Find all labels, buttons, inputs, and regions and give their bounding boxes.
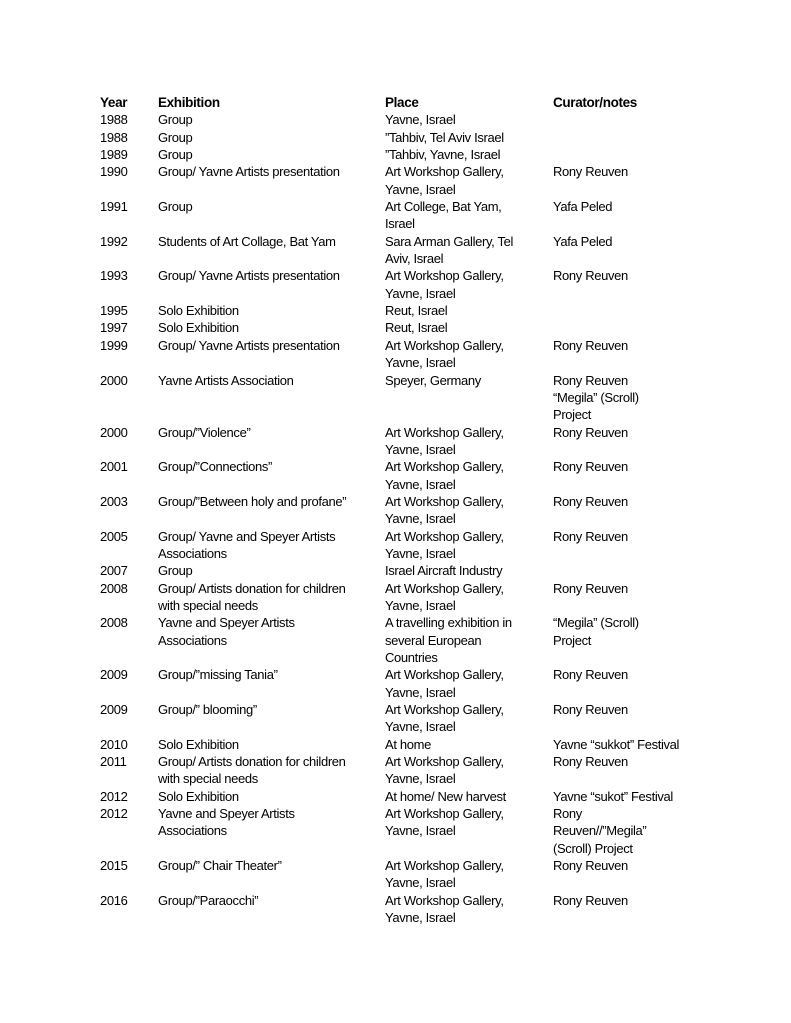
cell-place [385, 857, 553, 892]
table-row [100, 233, 700, 268]
curator-text-line: (Scroll) Project [553, 840, 633, 856]
table-row [100, 528, 700, 563]
curator-text-line: Rony Reuven [553, 268, 628, 284]
curator-text-line: Rony Reuven [553, 892, 628, 908]
place-text-line: Art Workshop Gallery, [385, 667, 504, 683]
table-row [100, 580, 700, 615]
cell-year: 2001 [100, 459, 128, 475]
cell-exhibition [158, 424, 385, 459]
exhibition-text-line: Group/”Violence” [158, 424, 251, 440]
exhibition-text-line: Group/”Connections” [158, 459, 273, 475]
cell-exhibition [158, 458, 385, 493]
exhibition-text-line: Group/”Between holy and profane” [158, 493, 347, 509]
exhibition-text-line: Group [158, 199, 193, 215]
curator-text-line: Rony Reuven [553, 667, 628, 683]
table-row [100, 129, 700, 146]
place-text-line: Yavne, Israel [385, 684, 456, 700]
curator-text-line: Rony Reuven [553, 754, 628, 770]
cell-curator [553, 146, 700, 163]
cell-curator [553, 129, 700, 146]
place-text-line: Art Workshop Gallery, [385, 268, 504, 284]
cell-exhibition [158, 701, 385, 736]
cell-curator [553, 337, 700, 372]
place-text-line: Yavne, Israel [385, 511, 456, 527]
cell-exhibition [158, 666, 385, 701]
curator-text-line: Yavne “sukot” Festival [553, 788, 673, 804]
table-row [100, 198, 700, 233]
place-text-line: Yavne, Israel [385, 112, 456, 128]
table-row [100, 788, 700, 805]
cell-exhibition [158, 580, 385, 615]
exhibitions-table [100, 94, 700, 927]
cell-curator [553, 424, 700, 459]
curator-text-line: Rony Reuven [553, 702, 628, 718]
exhibition-text-line: Group/ Yavne and Speyer Artists [158, 528, 336, 544]
place-text-line: Yavne, Israel [385, 875, 456, 891]
place-text-line: Art Workshop Gallery, [385, 892, 504, 908]
cell-place [385, 233, 553, 268]
place-text-line: Art Workshop Gallery, [385, 702, 504, 718]
place-text-line: Israel [385, 216, 415, 232]
cell-place [385, 701, 553, 736]
cell-place [385, 163, 553, 198]
place-text-line: Yavne, Israel [385, 355, 456, 371]
cell-year: 2005 [100, 528, 128, 544]
cell-year: 1988 [100, 129, 128, 145]
exhibition-text-line: Group [158, 129, 193, 145]
cell-curator [553, 788, 700, 805]
curator-text-line: Yafa Peled [553, 199, 613, 215]
place-text-line: At home/ New harvest [385, 788, 506, 804]
cell-year: 2008 [100, 580, 128, 596]
cell-curator [553, 857, 700, 892]
exhibition-text-line: Solo Exhibition [158, 320, 239, 336]
place-text-line: Yavne, Israel [385, 285, 456, 301]
cell-place [385, 267, 553, 302]
cell-curator [553, 302, 700, 319]
cell-curator [553, 163, 700, 198]
place-text-line: Art Workshop Gallery, [385, 806, 504, 822]
cell-year: 2003 [100, 493, 128, 509]
cell-curator [553, 493, 700, 528]
place-text-line: Yavne, Israel [385, 476, 456, 492]
cell-exhibition [158, 233, 385, 268]
exhibition-text-line: Solo Exhibition [158, 788, 239, 804]
place-text-line: Yavne, Israel [385, 771, 456, 787]
cell-place [385, 424, 553, 459]
header-place: Place [385, 95, 419, 110]
cell-place [385, 666, 553, 701]
cell-place [385, 892, 553, 927]
place-text-line: ”Tahbiv, Tel Aviv Israel [385, 129, 504, 145]
cell-place [385, 458, 553, 493]
table-row [100, 302, 700, 319]
place-text-line: Art Workshop Gallery, [385, 528, 504, 544]
table-row [100, 458, 700, 493]
cell-curator [553, 319, 700, 336]
place-text-line: Art Workshop Gallery, [385, 580, 504, 596]
cell-curator [553, 111, 700, 128]
place-text-line: Art Workshop Gallery, [385, 858, 504, 874]
cell-curator [553, 580, 700, 615]
table-row [100, 666, 700, 701]
cell-place [385, 146, 553, 163]
place-text-line: Art Workshop Gallery, [385, 754, 504, 770]
place-text-line: Art Workshop Gallery, [385, 164, 504, 180]
place-text-line: Sara Arman Gallery, Tel [385, 233, 514, 249]
cell-curator [553, 666, 700, 701]
curator-text-line: Reuven//”Megila” [553, 823, 647, 839]
table-row [100, 267, 700, 302]
curator-text-line: Rony Reuven [553, 372, 628, 388]
cell-year: 1990 [100, 164, 128, 180]
table-row [100, 493, 700, 528]
place-text-line: Art Workshop Gallery, [385, 459, 504, 475]
place-text-line: Aviv, Israel [385, 251, 444, 267]
cell-place [385, 302, 553, 319]
cell-exhibition [158, 562, 385, 579]
place-text-line: Speyer, Germany [385, 372, 481, 388]
exhibition-text-line: Group/” Chair Theater” [158, 858, 282, 874]
cell-year: 1991 [100, 199, 128, 215]
exhibition-text-line: Group/ Yavne Artists presentation [158, 164, 340, 180]
cell-place [385, 753, 553, 788]
exhibition-text-line: Associations [158, 545, 227, 561]
cell-exhibition [158, 857, 385, 892]
table-row [100, 337, 700, 372]
cell-year: 1997 [100, 320, 128, 336]
table-row [100, 562, 700, 579]
cell-curator [553, 372, 700, 424]
cell-curator [553, 198, 700, 233]
table-row [100, 805, 700, 857]
exhibition-text-line: Group [158, 147, 193, 163]
place-text-line: several European [385, 632, 482, 648]
cell-year: 2008 [100, 615, 128, 631]
cell-curator [553, 458, 700, 493]
place-text-line: Yavne, Israel [385, 597, 456, 613]
cell-year: 1989 [100, 147, 128, 163]
cell-place [385, 198, 553, 233]
cell-place [385, 372, 553, 424]
cell-place [385, 528, 553, 563]
exhibition-text-line: Associations [158, 632, 227, 648]
cell-curator [553, 233, 700, 268]
cell-exhibition [158, 788, 385, 805]
curator-text-line: “Megila” (Scroll) [553, 389, 639, 405]
cell-year: 2016 [100, 892, 128, 908]
cell-curator [553, 892, 700, 927]
cell-place [385, 562, 553, 579]
place-text-line: Art College, Bat Yam, [385, 199, 502, 215]
place-text-line: Countries [385, 650, 438, 665]
place-text-line: Art Workshop Gallery, [385, 493, 504, 509]
cell-exhibition [158, 892, 385, 927]
cell-curator [553, 614, 700, 666]
table-row [100, 146, 700, 163]
place-text-line: Yavne, Israel [385, 545, 456, 561]
table-row [100, 614, 700, 666]
exhibition-text-line: Group/” blooming” [158, 702, 257, 718]
cell-year: 1999 [100, 337, 128, 353]
curator-text-line: Rony Reuven [553, 858, 628, 874]
cell-curator [553, 805, 700, 857]
exhibition-text-line: Group [158, 112, 193, 128]
place-text-line: Yavne, Israel [385, 441, 456, 457]
table-row [100, 892, 700, 927]
exhibition-text-line: Associations [158, 823, 227, 839]
curator-text-line: Rony Reuven [553, 580, 628, 596]
place-text-line: Reut, Israel [385, 303, 448, 319]
exhibition-text-line: Yavne and Speyer Artists [158, 615, 295, 631]
curator-text-line: Rony Reuven [553, 528, 628, 544]
cell-year: 2000 [100, 424, 128, 440]
place-text-line: Israel Aircraft Industry [385, 563, 503, 579]
curator-text-line: Rony Reuven [553, 424, 628, 440]
table-row [100, 163, 700, 198]
exhibition-text-line: Group/ Artists donation for children [158, 580, 346, 596]
cell-place [385, 614, 553, 666]
cell-exhibition [158, 337, 385, 372]
cell-exhibition [158, 493, 385, 528]
cell-place [385, 788, 553, 805]
table-row [100, 424, 700, 459]
cell-year: 2000 [100, 372, 128, 388]
table-row [100, 701, 700, 736]
cell-exhibition [158, 129, 385, 146]
exhibition-text-line: Yavne Artists Association [158, 372, 294, 388]
table-row [100, 736, 700, 753]
curator-text-line: Yavne “sukkot” Festival [553, 736, 680, 752]
exhibition-text-line: Students of Art Collage, Bat Yam [158, 233, 336, 249]
exhibition-text-line: Group/”missing Tania” [158, 667, 278, 683]
cell-exhibition [158, 111, 385, 128]
cell-exhibition [158, 736, 385, 753]
curator-text-line: Rony Reuven [553, 493, 628, 509]
exhibition-text-line: Solo Exhibition [158, 736, 239, 752]
cell-year: 2012 [100, 788, 128, 804]
cell-place [385, 111, 553, 128]
cell-exhibition [158, 614, 385, 666]
cell-curator [553, 736, 700, 753]
exhibition-text-line: with special needs [158, 597, 258, 613]
cell-place [385, 493, 553, 528]
cell-exhibition [158, 528, 385, 563]
cell-place [385, 337, 553, 372]
place-text-line: Yavne, Israel [385, 719, 456, 735]
place-text-line: A travelling exhibition in [385, 615, 512, 631]
cell-place [385, 805, 553, 857]
exhibition-text-line: with special needs [158, 771, 258, 787]
curator-text-line: “Megila” (Scroll) [553, 615, 639, 631]
place-text-line: Yavne, Israel [385, 910, 456, 926]
cell-exhibition [158, 146, 385, 163]
place-text-line: Art Workshop Gallery, [385, 337, 504, 353]
table-body [100, 111, 700, 926]
cell-exhibition [158, 372, 385, 424]
place-text-line: Reut, Israel [385, 320, 448, 336]
cell-exhibition [158, 163, 385, 198]
table-row [100, 319, 700, 336]
curator-text-line: Rony [553, 806, 582, 822]
cell-year: 2011 [100, 754, 127, 770]
cell-exhibition [158, 302, 385, 319]
cell-place [385, 129, 553, 146]
header-curator: Curator/notes [553, 95, 637, 110]
table-row [100, 372, 700, 424]
place-text-line: At home [385, 736, 431, 752]
exhibition-text-line: Group/ Yavne Artists presentation [158, 268, 340, 284]
cell-exhibition [158, 198, 385, 233]
table-row [100, 753, 700, 788]
place-text-line: ”Tahbiv, Yavne, Israel [385, 147, 501, 163]
cell-year: 1992 [100, 233, 128, 249]
cell-curator [553, 267, 700, 302]
exhibition-text-line: Group [158, 563, 193, 579]
document-page [100, 94, 700, 927]
cell-year: 2009 [100, 667, 128, 683]
table-row [100, 857, 700, 892]
exhibition-text-line: Group/”Paraocchi” [158, 892, 259, 908]
header-exhibition: Exhibition [158, 95, 220, 110]
cell-year: 2007 [100, 563, 128, 579]
cell-year: 1995 [100, 303, 128, 319]
cell-exhibition [158, 753, 385, 788]
cell-curator [553, 701, 700, 736]
cell-year: 2015 [100, 858, 128, 874]
cell-year: 1993 [100, 268, 128, 284]
cell-year: 1988 [100, 112, 128, 128]
cell-exhibition [158, 319, 385, 336]
curator-text-line: Project [553, 632, 592, 648]
place-text-line: Yavne, Israel [385, 181, 456, 197]
cell-year: 2010 [100, 736, 128, 752]
curator-text-line: Rony Reuven [553, 164, 628, 180]
exhibition-text-line: Solo Exhibition [158, 303, 239, 319]
curator-text-line: Rony Reuven [553, 337, 628, 353]
curator-text-line: Yafa Peled [553, 233, 613, 249]
place-text-line: Art Workshop Gallery, [385, 424, 504, 440]
cell-curator [553, 562, 700, 579]
cell-exhibition [158, 805, 385, 857]
header-year: Year [100, 95, 128, 110]
cell-curator [553, 753, 700, 788]
exhibition-text-line: Yavne and Speyer Artists [158, 806, 295, 822]
table-row [100, 111, 700, 128]
curator-text-line: Rony Reuven [553, 459, 628, 475]
exhibition-text-line: Group/ Yavne Artists presentation [158, 337, 340, 353]
place-text-line: Yavne, Israel [385, 823, 456, 839]
cell-place [385, 580, 553, 615]
cell-year: 2012 [100, 806, 128, 822]
exhibition-text-line: Group/ Artists donation for children [158, 754, 346, 770]
cell-curator [553, 528, 700, 563]
cell-exhibition [158, 267, 385, 302]
cell-place [385, 736, 553, 753]
curator-text-line: Project [553, 407, 592, 423]
cell-place [385, 319, 553, 336]
cell-year: 2009 [100, 702, 128, 718]
table-header-row [100, 94, 700, 111]
